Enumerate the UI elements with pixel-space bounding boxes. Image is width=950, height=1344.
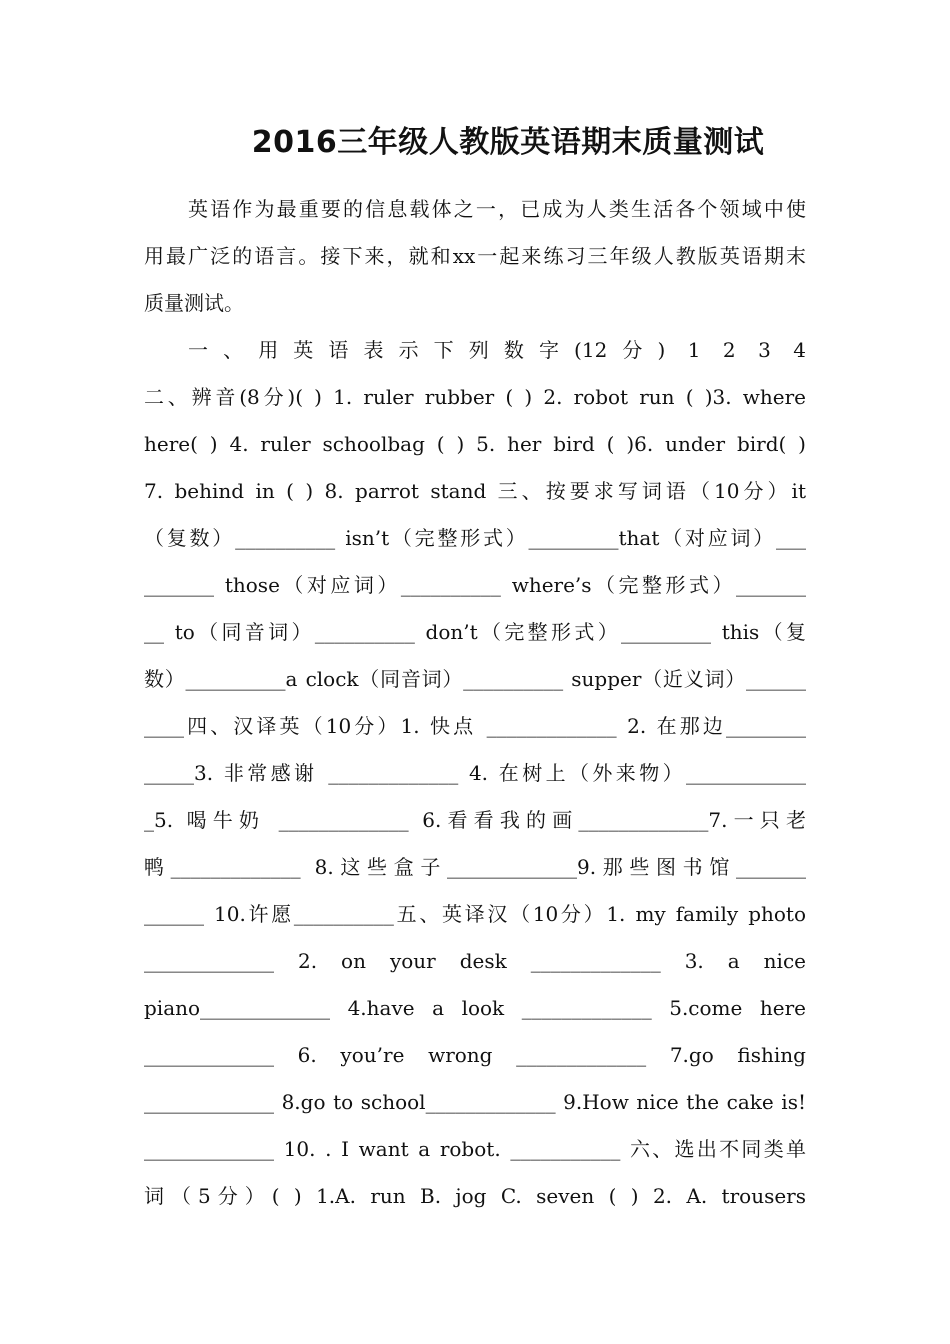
document-title: 2016三年级人教版英语期末质量测试 xyxy=(251,125,765,160)
exercise-line: _____________ 2. on your desk _____________ 3. a nice xyxy=(144,949,806,973)
exercise-line: _______ those（对应词）__________ where’s（完整形式）_______ xyxy=(144,573,806,597)
intro-line: 用最广泛的语言。接下来，就和xx一起来练习三年级人教版英语期末 xyxy=(144,244,806,268)
exercise-line: 7. behind in ( ) 8. parrot stand 三、按要求写词语（10分）it xyxy=(144,479,806,503)
exercise-line: __ to（同音词）__________ don’t（完整形式）_________ this（复 xyxy=(144,620,806,644)
exercise-line: here( ) 4. ruler schoolbag ( ) 5. her bird ( )6. under bird( ) xyxy=(144,432,806,456)
exercise-line: 数）__________a clock（同音词）__________ supper（近义词）______ xyxy=(144,667,806,691)
exercise-line: piano_____________ 4.have a look _____________ 5.come here xyxy=(144,996,806,1020)
exercise-line: 鸭_____________ 8.这些盒子_____________9.那些图书馆_______ xyxy=(144,855,806,879)
exercise-line: _____________ 10. . I want a robot. ___________ 六、选出不同类单 xyxy=(144,1137,806,1161)
exercise-line: _____________ 6. you’re wrong _____________ 7.go fishing xyxy=(144,1043,806,1067)
exercise-line: （复数）__________ isn’t（完整形式）_________that（对应词）___ xyxy=(144,526,806,550)
document-body xyxy=(144,186,806,1220)
exercise-line: ____四、汉译英（10分）1. 快点 _____________ 2. 在那边________ xyxy=(144,714,806,738)
exercise-line: _____3. 非常感谢 _____________ 4. 在树上（外来物）____________ xyxy=(144,761,806,785)
exercise-line: _____________ 8.go to school_____________ 9.How nice the cake is! xyxy=(144,1090,806,1114)
intro-line: 英语作为最重要的信息载体之一，已成为人类生活各个领域中使 xyxy=(188,197,806,221)
exercise-line: ______ 10.许愿__________五、英译汉（10分）1. my family photo xyxy=(144,902,806,926)
exercise-line: 词（5分）( ) 1.A. run B. jog C. seven ( ) 2. A. trousers xyxy=(144,1184,806,1208)
exercise-line: _5. 喝牛奶 _____________ 6.看看我的画_____________7.一只老 xyxy=(144,808,806,832)
exercise-line: 一、用英语表示下列数字(12分) 1 2 3 4 xyxy=(188,338,806,362)
intro-line: 质量测试。 xyxy=(144,291,244,315)
exercise-line: 二、辨音(8分)( ) 1. ruler rubber ( ) 2. robot run ( )3. where xyxy=(144,385,806,409)
